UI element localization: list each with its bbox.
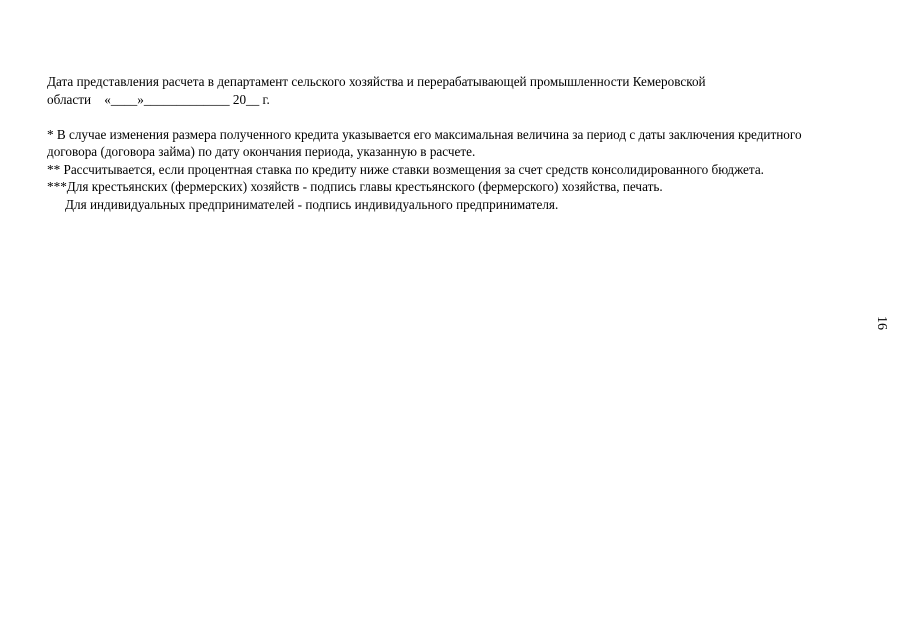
spacer xyxy=(47,108,817,126)
submission-date-line: Дата представления расчета в департамент сельского хозяйства и перерабатывающей промышленности Кемеровской xyxy=(47,74,706,89)
footnote-3: ***Для крестьянских (фермерских) хозяйств - подпись главы крестьянского (фермерского) хозяйства, печать. xyxy=(47,179,663,194)
document-body xyxy=(47,73,817,213)
footnote-1: * В случае изменения размера полученного кредита указывается его максимальная величина за период с даты заключения кредитного договора (договора займа) по дату окончания периода, указанную в расчете. xyxy=(47,126,802,159)
footnote-3-continuation: Для индивидуальных предпринимателей - подпись индивидуального предпринимателя. xyxy=(65,196,559,212)
footnote-2: ** Рассчитывается, если процентная ставка по кредиту ниже ставки возмещения за счет средств консолидированного бюджета. xyxy=(47,161,764,177)
page-number: 16 xyxy=(874,316,889,330)
submission-date-fields: области «____»_____________ 20__ г. xyxy=(47,91,270,107)
